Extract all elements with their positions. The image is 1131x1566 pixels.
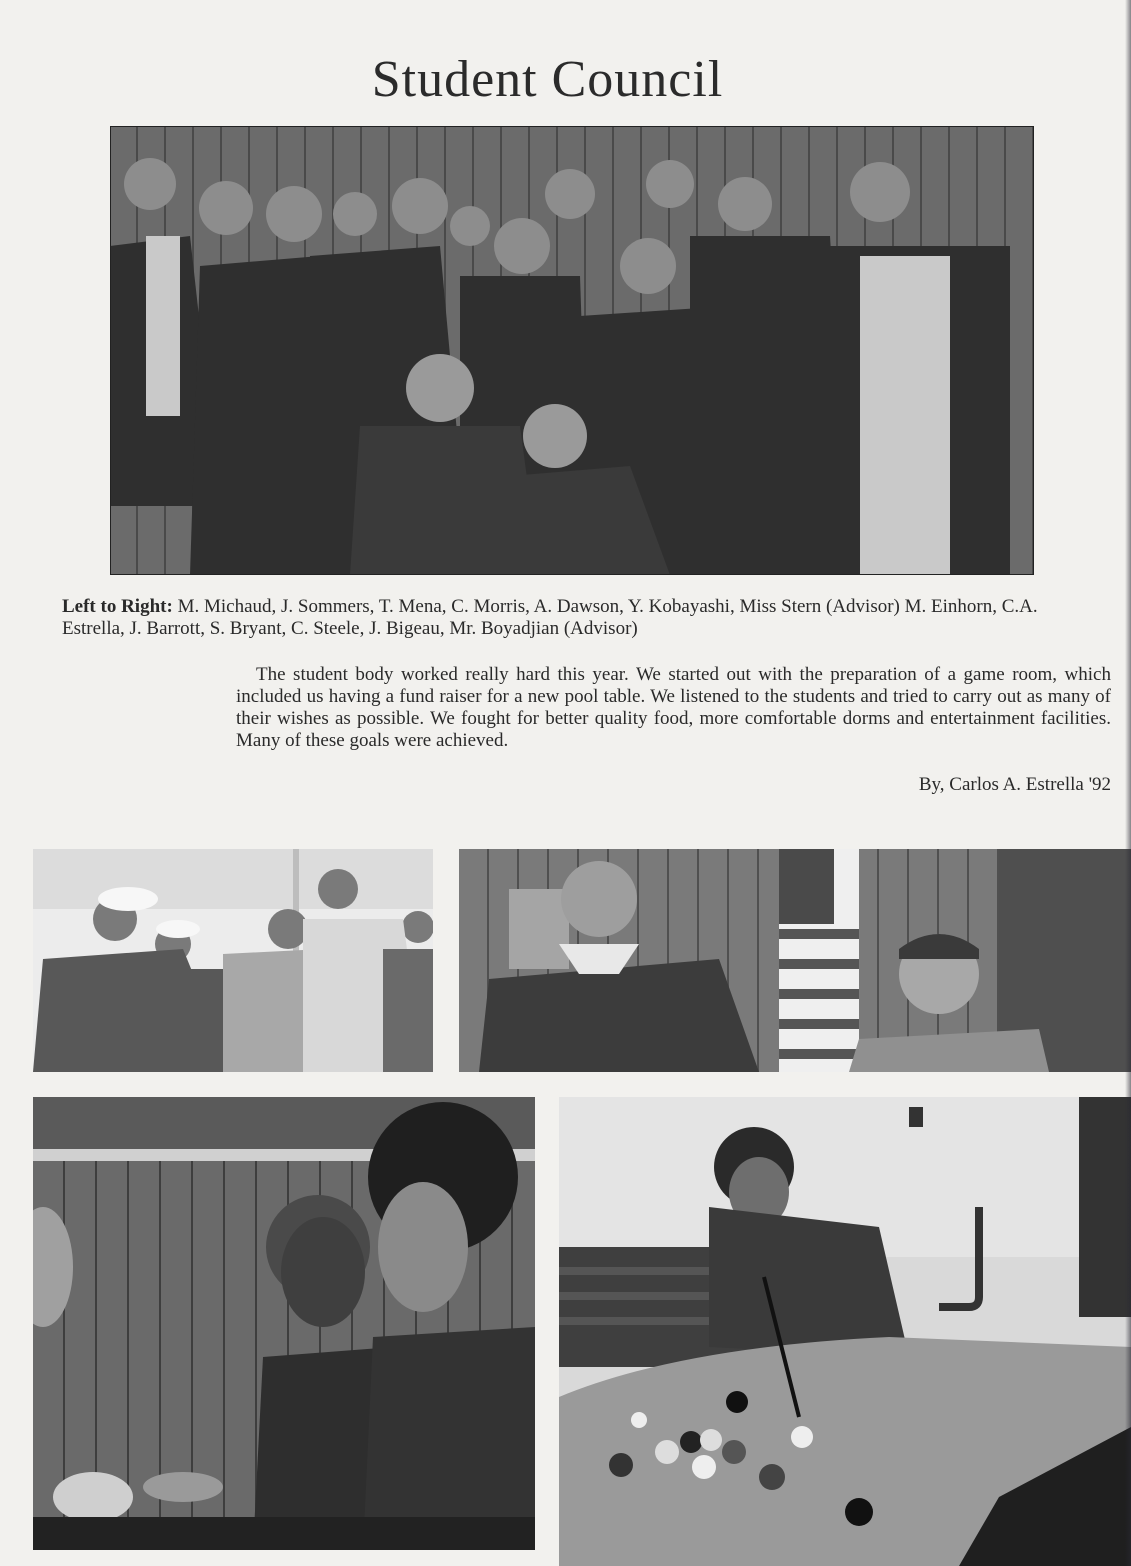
- photo-advisor-meeting: [459, 849, 1131, 1072]
- story-byline: By, Carlos A. Estrella '92: [918, 774, 1111, 795]
- group-photo-image: [110, 126, 1034, 575]
- caption-lead: Left to Right:: [62, 596, 173, 617]
- photo-advisor-meeting-image: [459, 849, 1131, 1072]
- photo-pool-table-image: [559, 1097, 1131, 1566]
- photo-students-standing-image: [33, 1097, 535, 1550]
- story-text: The student body worked really hard this year. We started out with the preparation of a game room, which included us having a fund raiser for a new pool table. We listened to the students and tried to carry out as many of their wishes as possible. We fought for better quality food, more comfortable dorms and entertainment facilities. Many of these goals were achieved.: [236, 664, 1111, 751]
- photo-pool-table: [559, 1097, 1131, 1566]
- page-title: Student Council: [371, 51, 724, 108]
- page-edge-shadow: [1125, 0, 1131, 1566]
- group-photo: [110, 126, 1034, 575]
- photo-students-sitting-image: [33, 849, 433, 1072]
- caption-names: M. Michaud, J. Sommers, T. Mena, C. Morris, A. Dawson, Y. Kobayashi, Miss Stern (Advisor) M. Einhorn, C.A. Estrella, J. Barrott, S. Bryant, C. Steele, J. Bigeau, Mr. Boyadjian (Advisor): [62, 596, 1038, 639]
- photo-students-sitting: [33, 849, 433, 1072]
- photo-caption: [62, 596, 1052, 640]
- photo-students-standing: [33, 1097, 535, 1550]
